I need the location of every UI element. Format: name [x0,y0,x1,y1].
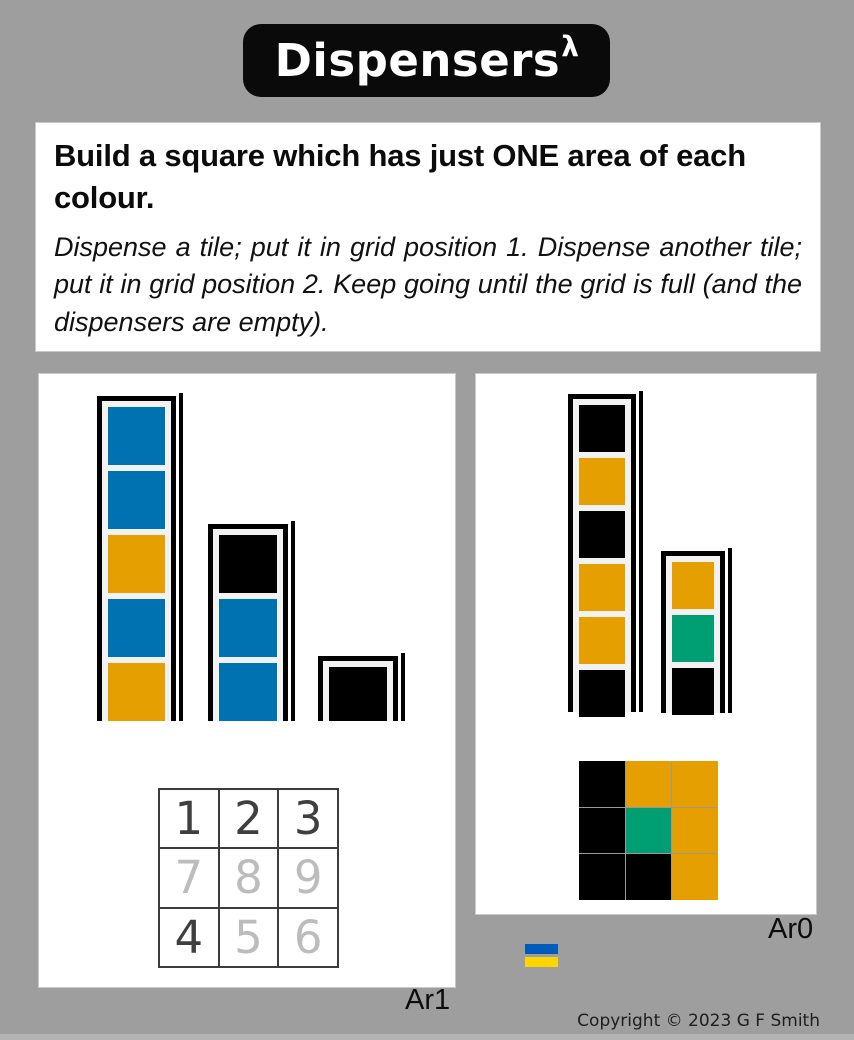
placed-tile[interactable] [579,808,625,854]
dispenser-tile[interactable] [219,599,277,657]
dispenser-1[interactable] [97,396,176,721]
grid-position-cell[interactable]: 8 [220,849,278,906]
area-label-ar0: Ar0 [768,913,814,945]
dispenser-tile[interactable] [672,615,714,662]
placement-grid [158,788,339,968]
grid-position-cell[interactable]: 6 [279,909,337,966]
app-title-banner [243,24,610,97]
instructions-body: Dispense a tile; put it in grid position 1. Dispense another tile; put it in grid position 2. Keep going until the grid is full (and the dispensers are empty). [54,231,802,338]
dispenser-tile[interactable] [579,670,625,717]
dispenser-tile[interactable] [219,663,277,721]
placed-tile[interactable] [672,854,718,900]
grid-position-cell[interactable]: 2 [220,790,278,847]
dispenser-tile[interactable] [108,535,165,593]
dispenser-1[interactable] [568,394,636,712]
grid-position-cell[interactable]: 1 [160,790,218,847]
dispenser-2[interactable] [661,551,725,713]
placed-tile[interactable] [579,761,625,807]
area-panel-ar0 [475,373,817,915]
title-superscript: λ [561,30,580,63]
placed-tile[interactable] [626,854,672,900]
flag-yellow-stripe [525,957,558,967]
dispenser-tile[interactable] [579,617,625,664]
instructions-panel [35,122,821,352]
copyright-text: Copyright © 2023 G F Smith [577,1011,820,1031]
area-panel-ar1 [38,373,456,988]
ukraine-flag-icon [525,944,558,967]
grid-position-cell[interactable]: 5 [220,909,278,966]
bottom-edge-strip [0,1034,854,1040]
placed-tile[interactable] [672,761,718,807]
dispenser-tile[interactable] [108,471,165,529]
grid-position-cell[interactable]: 3 [279,790,337,847]
instructions-heading: Build a square which has just ONE area of each colour. [54,138,746,215]
placed-tile[interactable] [672,808,718,854]
dispenser-tile[interactable] [672,562,714,609]
built-square [579,761,718,900]
placed-tile[interactable] [579,854,625,900]
dispenser-tile[interactable] [329,667,387,721]
dispenser-tile[interactable] [108,663,165,721]
dispenser-tile[interactable] [108,599,165,657]
app-title: Dispensers$^\lambda$ [274,30,580,87]
dispenser-tile[interactable] [579,511,625,558]
dispenser-3[interactable] [318,656,398,721]
grid-position-cell[interactable]: 4 [160,909,218,966]
placed-tile[interactable] [626,808,672,854]
dispenser-tile[interactable] [219,535,277,593]
grid-position-cell[interactable]: 9 [279,849,337,906]
area-label-ar1: Ar1 [405,984,451,1016]
dispenser-tile[interactable] [108,407,165,465]
flag-blue-stripe [525,944,558,954]
placed-tile[interactable] [626,761,672,807]
grid-position-cell[interactable]: 7 [160,849,218,906]
dispenser-tile[interactable] [579,564,625,611]
dispenser-tile[interactable] [579,458,625,505]
dispenser-2[interactable] [208,524,288,721]
dispenser-tile[interactable] [579,405,625,452]
dispenser-tile[interactable] [672,668,714,715]
